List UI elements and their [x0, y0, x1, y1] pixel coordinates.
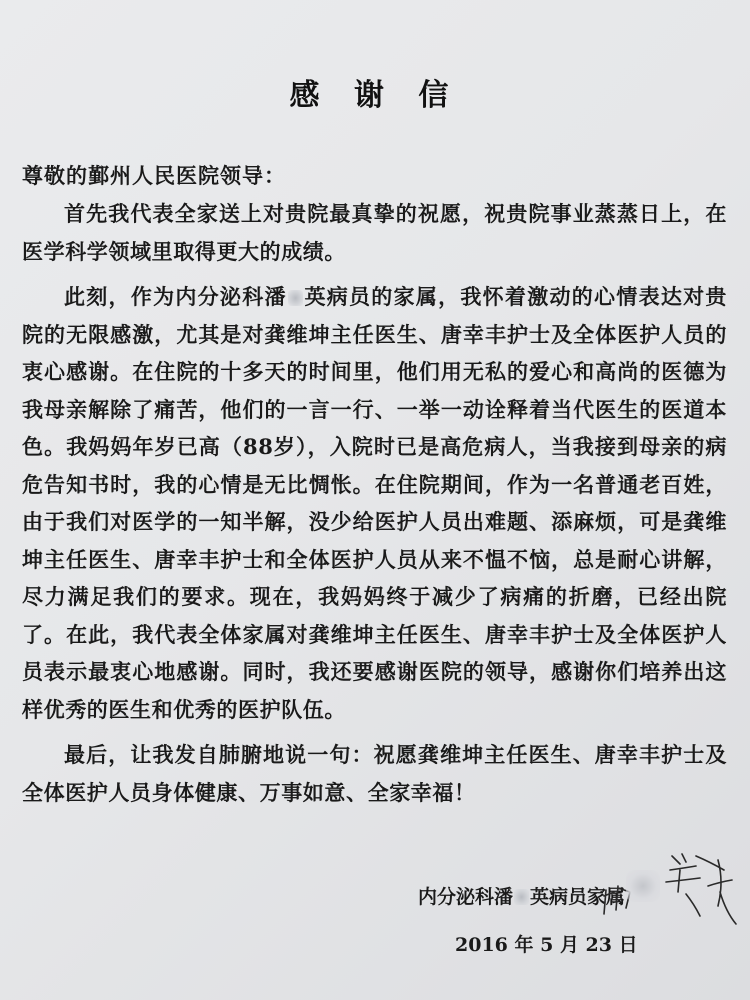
signature-part-1: 内分泌科潘	[418, 886, 514, 908]
signature-line	[418, 882, 625, 909]
paragraph-3: 最后，让我发自肺腑地说一句：祝愿龚维坤主任医生、唐幸丰护士及全体医护人员身体健康、万事如意、全家幸福！	[22, 742, 727, 805]
paragraph-2-rest: 英病员的家属，我怀着激动的心情表达对贵院的无限感激，尤其是对龚维坤主任医生、唐幸丰护士及全体医护人员的衷心感谢。在住院的十多天的时间里，他们用无私的爱心和高尚的医德为我母亲解除了痛苦，他们的一言一行、一举一动诠释着当代医生的医道本色。我妈妈年岁已高（88岁），入院时已是高危病人，当我接到母亲的病危告知书时，我的心情是无比惆怅。在住院期间，作为一名普通老百姓，由于我们对医学的一知半解，没少给医护人员出难题、添麻烦，可是龚维坤主任医生、唐幸丰护士和全体医护人员从来不愠不恼，总是耐心讲解，尽力满足我们的要求。现在，我妈妈终于减少了病痛的折磨，已经出院了。在此，我代表全体家属对龚维坤主任医生、唐幸丰护士及全体医护人员表示最衷心地感谢。同时，我还要感谢医院的领导，感谢你们培养出这样优秀的医生和优秀的医护队伍。	[22, 284, 728, 722]
redacted-handwriting-blur	[626, 870, 660, 902]
paragraph-1: 首先我代表全家送上对贵院最真挚的祝愿，祝贵院事业蒸蒸日上，在医学科学领域里取得更大的成绩。	[22, 201, 727, 264]
paragraph-2-start: 此刻，作为内分泌科潘	[64, 284, 287, 309]
letter-body	[22, 195, 727, 819]
signature-part-2: 英病员家属	[530, 886, 626, 908]
letter-date: 2016 年 5 月 23 日	[455, 934, 638, 956]
paragraph-2	[22, 278, 727, 728]
salutation: 尊敬的鄞州人民医院领导：	[22, 163, 286, 188]
redacted-name-blur	[288, 290, 303, 306]
handwritten-signature	[600, 852, 740, 932]
redacted-signature-blur	[514, 889, 529, 905]
handwritten-signature-strokes	[600, 852, 740, 932]
letter-title: 感 谢 信	[289, 78, 461, 113]
